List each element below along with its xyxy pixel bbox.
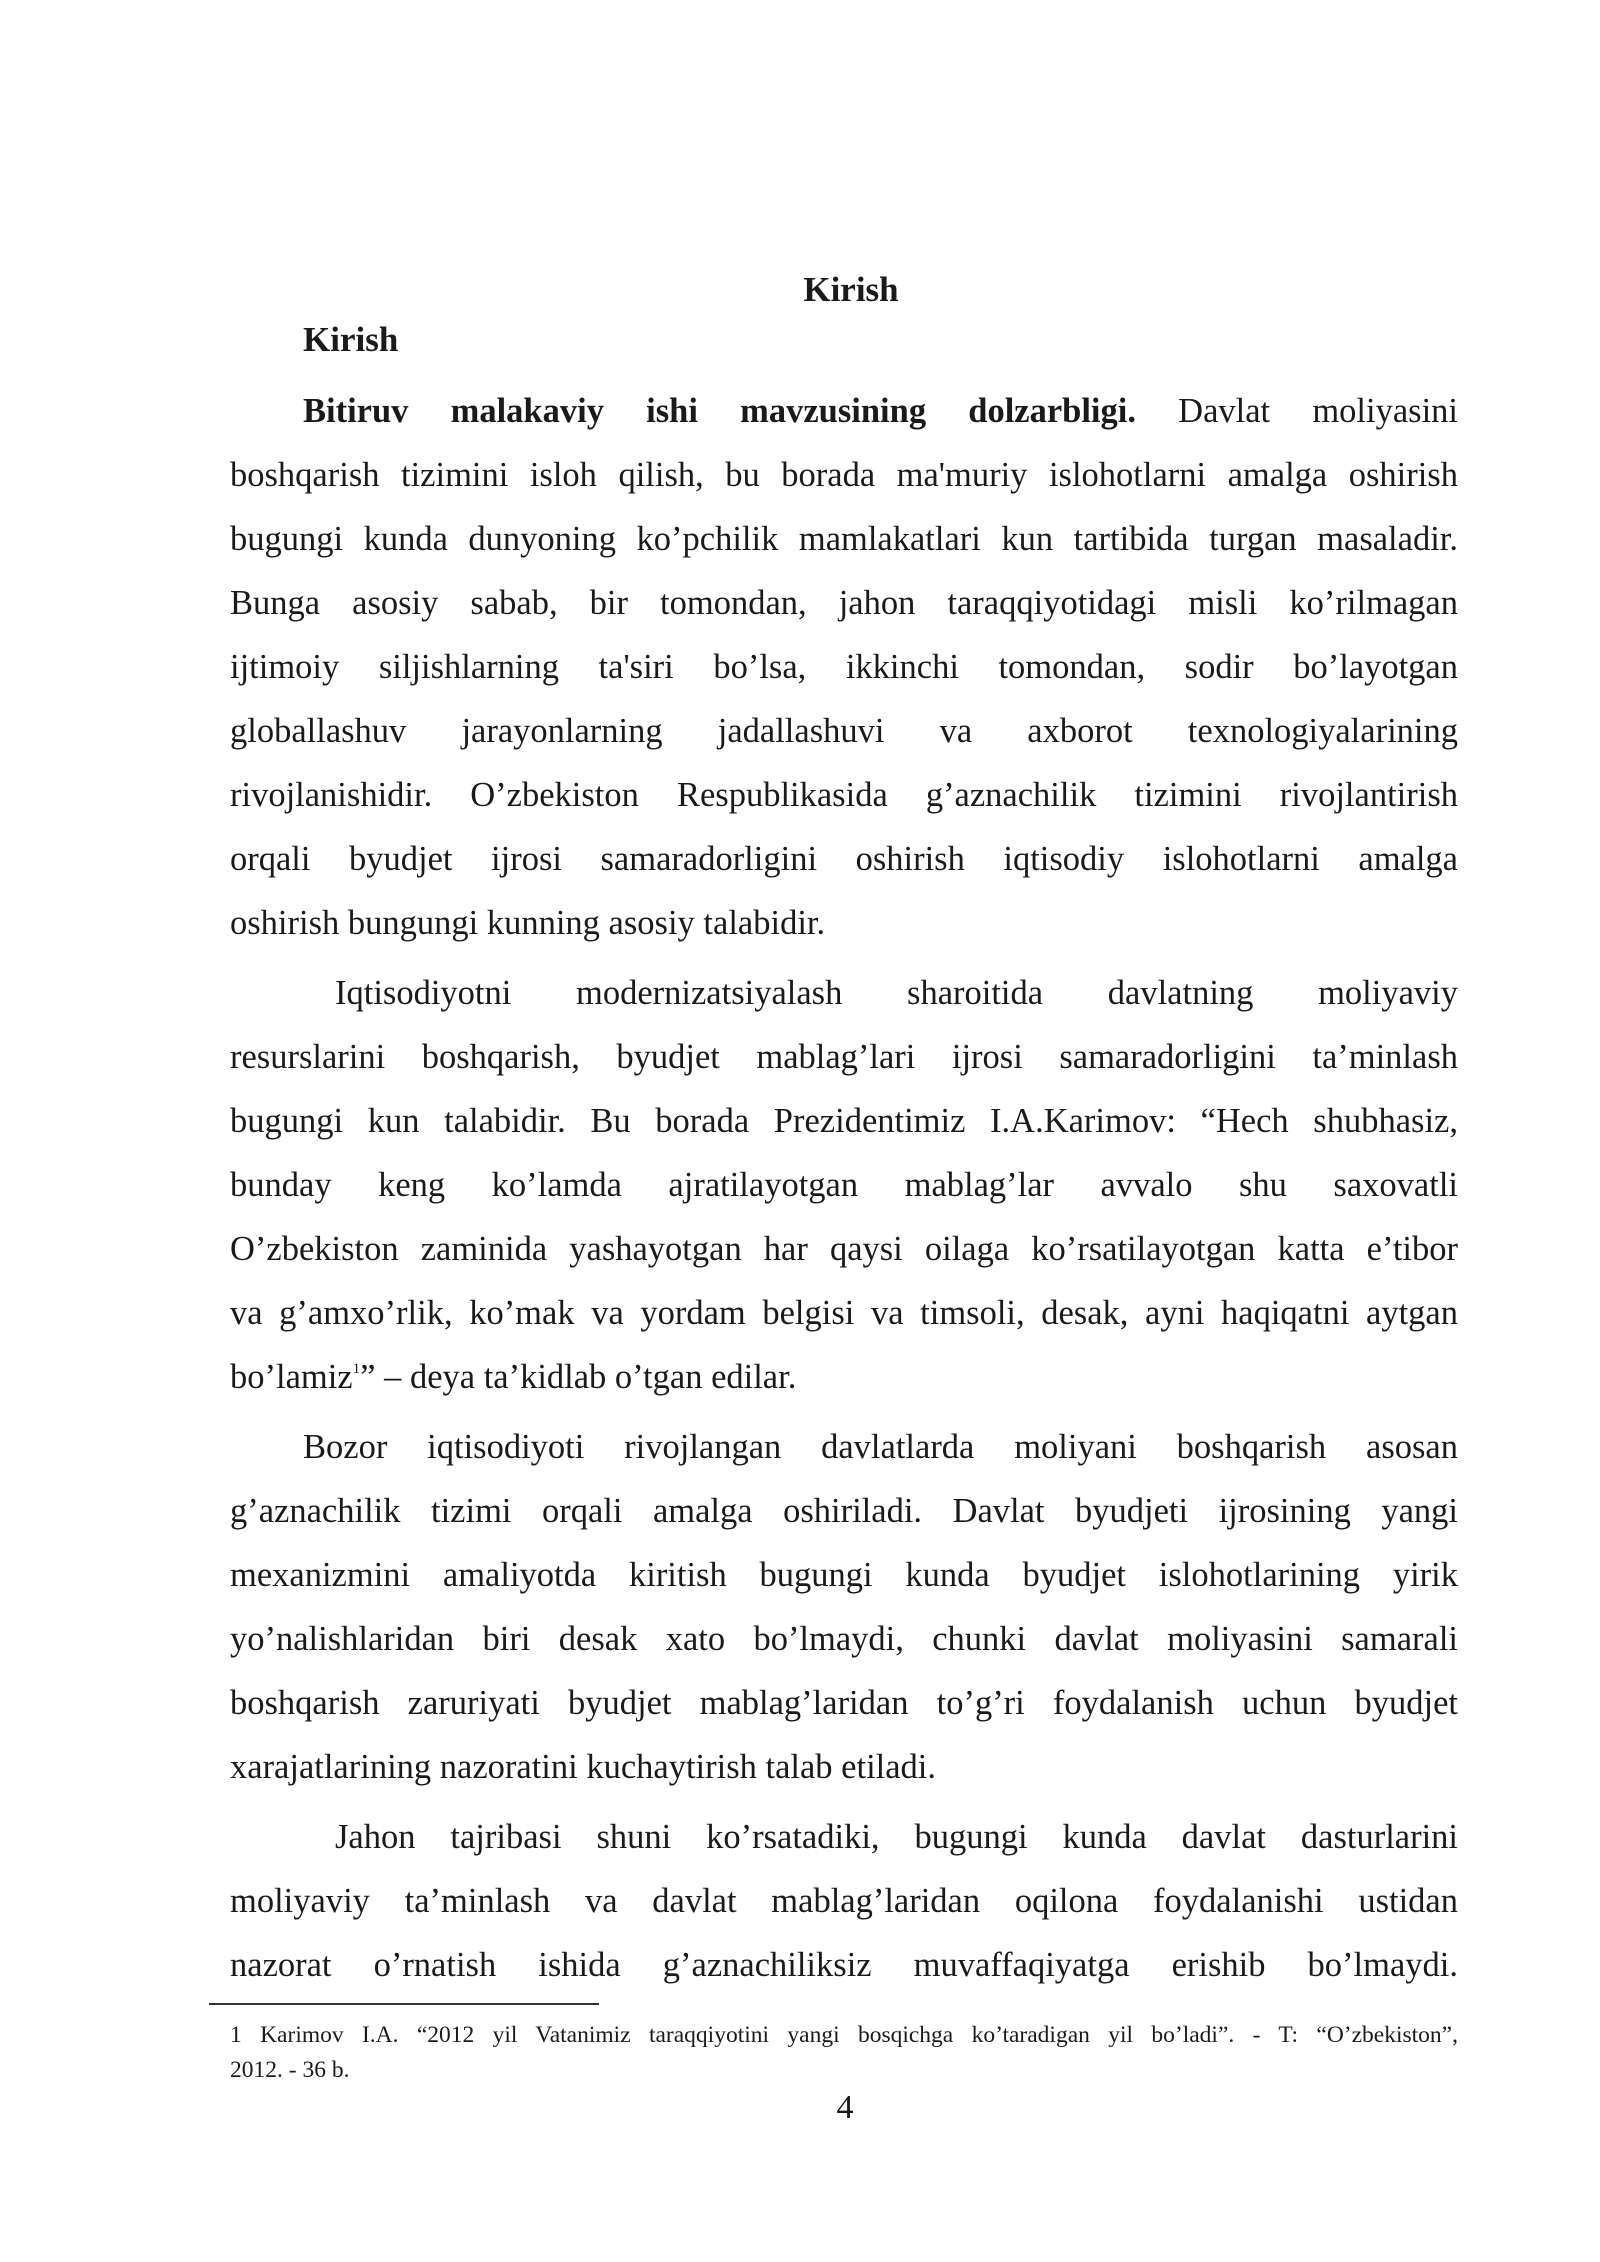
text-line: Jahon tajribasi shuni ko’rsatadiki, bugungi kunda davlat dasturlarini <box>335 1818 1458 1856</box>
text-line: globallashuv jarayonlarning jadallashuvi va axborot texnologiyalarining <box>230 712 1458 750</box>
paragraph-1 <box>230 379 1458 955</box>
text-line: moliyaviy ta’minlash va davlat mablag’laridan oqilona foydalanishi ustidan <box>230 1882 1458 1920</box>
text-line: boshqarish tizimini isloh qilish, bu borada ma'muriy islohotlarni amalga oshirish <box>230 456 1458 494</box>
text-line: Bunga asosiy sabab, bir tomondan, jahon taraqqiyotidagi misli ko’rilmagan <box>230 584 1458 622</box>
text-line: bunday keng ko’lamda ajratilayotgan mablag’lar avvalo shu saxovatli <box>230 1166 1458 1204</box>
text-line: g’aznachilik tizimi orqali amalga oshiriladi. Davlat byudjeti ijrosining yangi <box>230 1492 1458 1530</box>
paragraph-2 <box>230 961 1458 1409</box>
text-line: oshirish bungungi kunning asosiy talabidir. <box>230 904 826 942</box>
paragraph-4 <box>230 1805 1458 1997</box>
text-line: boshqarish zaruriyati byudjet mablag’laridan to’g’ri foydalanish uchun byudjet <box>230 1684 1458 1722</box>
page-number: 4 <box>836 2089 854 2126</box>
text-line: bugungi kunda dunyoning ko’pchilik mamlakatlari kun tartibida turgan masaladir. <box>230 520 1458 558</box>
footnote <box>230 2018 1458 2088</box>
text-line: bugungi kun talabidir. Bu borada Prezidentimiz I.A.Karimov: “Hech shubhasiz, <box>230 1102 1458 1140</box>
text-line: xarajatlarining nazoratini kuchaytirish talab etiladi. <box>230 1748 937 1786</box>
text-line: Iqtisodiyotni modernizatsiyalash sharoitida davlatning moliyaviy <box>335 974 1458 1012</box>
page-body <box>230 268 1458 1997</box>
footnote-separator <box>209 2003 599 2005</box>
heading-center: Kirish <box>803 270 899 309</box>
text-line: ijtimoiy siljishlarning ta'siri bo’lsa, ikkinchi tomondan, sodir bo’layotgan <box>230 648 1458 686</box>
text-line: orqali byudjet ijrosi samaradorligini oshirish iqtisodiy islohotlarni amalga <box>230 840 1458 878</box>
text-line: bo’lamiz$^1$” – deya ta’kidlab o’tgan edilar. <box>230 1358 797 1396</box>
lead-bold-text: Bitiruv malakaviy ishi mavzusining dolzarbligi. <box>303 392 1136 430</box>
text-line: rivojlanishidir. O’zbekiston Respublikasida g’aznachilik tizimini rivojlantirish <box>230 776 1458 814</box>
footnote-reference: 1 <box>352 1361 361 1377</box>
text-line: resurslarini boshqarish, byudjet mablag’lari ijrosi samaradorligini ta’minlash <box>230 1038 1458 1076</box>
text-line: mexanizmini amaliyotda kiritish bugungi kunda byudjet islohotlarining yirik <box>230 1556 1458 1594</box>
heading-left: Kirish <box>303 320 399 359</box>
paragraph-3 <box>230 1415 1458 1799</box>
footnote-line: 1 Karimov I.A. “2012 yil Vatanimiz taraqqiyotini yangi bosqichga ko’taradigan yil bo’ladi”. - T: “O’zbekiston”, <box>230 2022 1458 2048</box>
footnote-line: 2012. - 36 b. <box>230 2057 350 2083</box>
text-line: Bozor iqtisodiyoti rivojlangan davlatlarda moliyani boshqarish asosan <box>303 1428 1458 1466</box>
text-line: O’zbekiston zaminida yashayotgan har qaysi oilaga ko’rsatilayotgan katta e’tibor <box>230 1230 1458 1268</box>
text-line: va g’amxo’rlik, ko’mak va yordam belgisi va timsoli, desak, ayni haqiqatni aytgan <box>230 1294 1458 1332</box>
text-line: yo’nalishlaridan biri desak xato bo’lmaydi, chunki davlat moliyasini samarali <box>230 1620 1458 1658</box>
text-line: Bitiruv malakaviy ishi mavzusining dolzarbligi. Davlat moliyasini <box>303 392 1458 430</box>
text-line: nazorat o’rnatish ishida g’aznachiliksiz muvaffaqiyatga erishib bo’lmaydi. <box>230 1946 1458 1984</box>
